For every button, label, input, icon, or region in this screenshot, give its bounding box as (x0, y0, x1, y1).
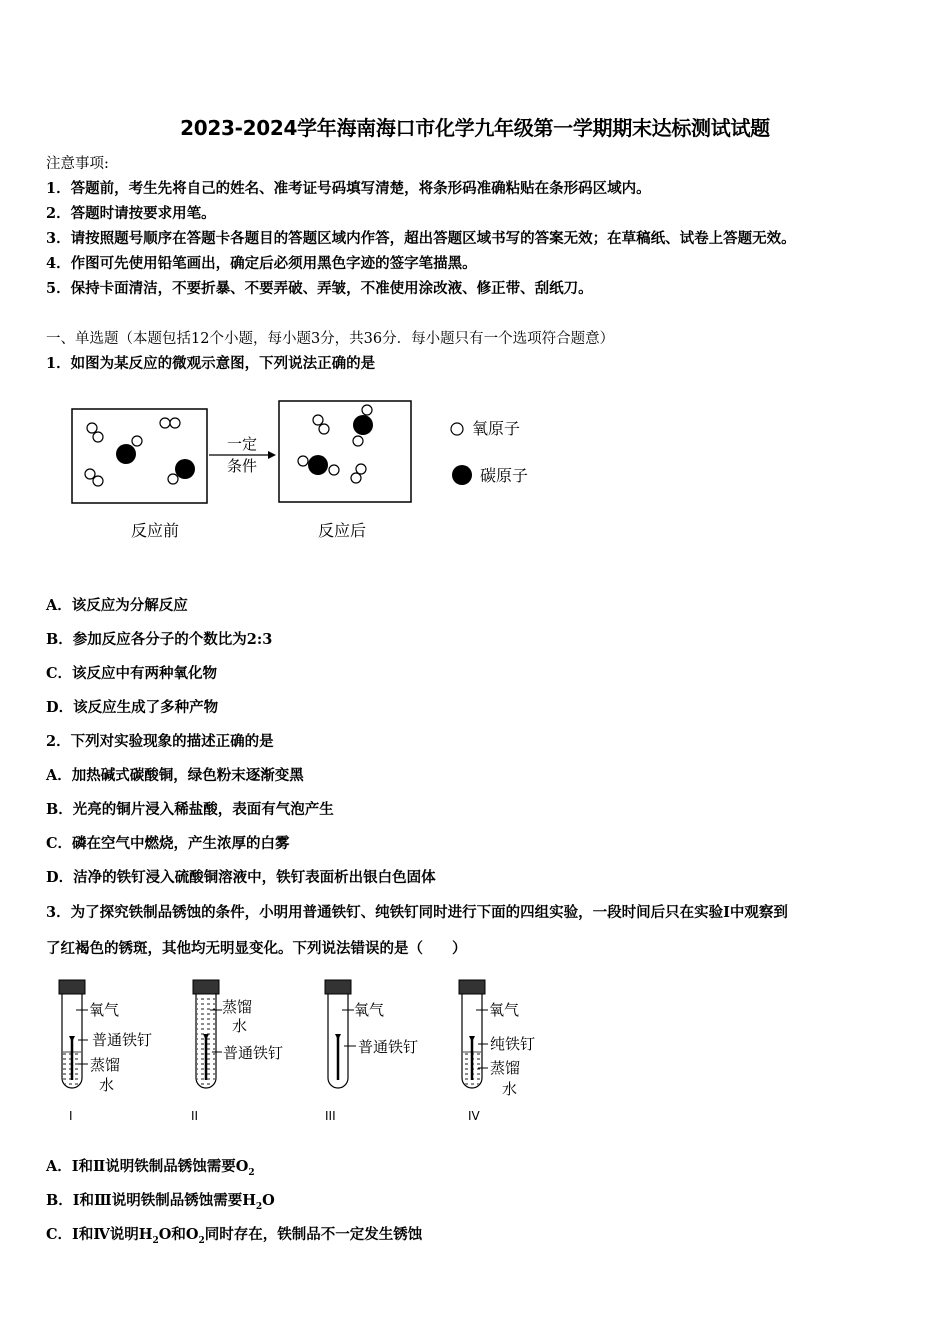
after-box (279, 401, 411, 502)
q1-option-b: B．参加反应各分子的个数比为2:3 (46, 631, 273, 648)
tube-3 (325, 980, 418, 1123)
tube-4-roman: IV (468, 1109, 480, 1123)
tube-2-label: 水 (232, 1017, 248, 1035)
notice-item: 2．答题时请按要求用笔。 (46, 205, 216, 222)
q2-option-c: C．磷在空气中燃烧，产生浓厚的白雾 (46, 835, 290, 852)
carbon-atom (353, 415, 373, 435)
q3-option-b: B．I和Ⅲ说明铁制品锈蚀需要$H_2O$ (46, 1192, 275, 1212)
question-2-stem: 2．下列对实验现象的描述正确的是 (46, 733, 274, 750)
legend-carbon: 碳原子 (480, 466, 529, 485)
tube-4-label: 蒸馏 (490, 1059, 521, 1077)
q1-option-c: C．该反应中有两种氧化物 (46, 665, 218, 682)
arrow-condition-bottom: 条件 (226, 457, 258, 475)
carbon-atom (175, 459, 195, 479)
tube-3-label: 普通铁钉 (358, 1038, 419, 1056)
tube-2-roman: II (191, 1109, 199, 1123)
tube-1-label: 普通铁钉 (92, 1031, 153, 1049)
tube-2-label: 普通铁钉 (223, 1044, 284, 1062)
tube-4 (459, 980, 535, 1123)
rust-experiment-diagram (50, 972, 570, 1132)
tube-1-roman: I (69, 1109, 73, 1123)
carbon-atom (308, 455, 328, 475)
tube-2-label: 蒸馏 (222, 998, 253, 1016)
tube-1-label: 水 (99, 1076, 115, 1094)
carbon-legend-icon (452, 465, 472, 485)
legend-oxygen: 氧原子 (472, 419, 521, 438)
q2-option-b: B．光亮的铜片浸入稀盐酸，表面有气泡产生 (46, 801, 334, 818)
notice-heading: 注意事项: (46, 156, 109, 172)
q3-option-a: A．I和Ⅱ说明铁制品锈蚀需要$O_2$ (46, 1158, 255, 1178)
question-1-stem: 1．如图为某反应的微观示意图，下列说法正确的是 (46, 355, 376, 372)
notice-item: 4．作图可先使用铅笔画出，确定后必须用黑色字迹的签字笔描黑。 (46, 255, 477, 272)
notice-item: 5．保持卡面清洁，不要折暴、不要弄破、弄皱，不准使用涂改液、修正带、刮纸刀。 (46, 280, 593, 297)
section-heading: 一、单选题（本题包括12个小题，每小题3分，共36分．每小题只有一个选项符合题意） (46, 331, 615, 347)
q2-option-d: D．洁净的铁钉浸入硫酸铜溶液中，铁钉表面析出银白色固体 (46, 869, 436, 886)
oxygen-legend-icon (451, 423, 463, 435)
after-label: 反应后 (317, 521, 367, 540)
reaction-diagram (60, 392, 560, 552)
tube-1-label: 蒸馏 (90, 1056, 121, 1074)
q1-option-d: D．该反应生成了多种产物 (46, 699, 219, 716)
tube-4-label: 氧气 (489, 1001, 520, 1019)
q3-option-c: C．I和Ⅳ说明$H_2O$和$O_2$同时存在，铁制品不一定发生锈蚀 (46, 1226, 423, 1246)
q2-option-a: A．加热碱式碳酸铜，绿色粉末逐渐变黑 (46, 767, 304, 784)
question-3-stem-line1: 3．为了探究铁制品锈蚀的条件，小明用普通铁钉、纯铁钉同时进行下面的四组实验，一段时间后只在实验Ⅰ中观察到 (46, 904, 788, 921)
question-3-stem-line2: 了红褐色的锈斑，其他均无明显变化。下列说法错误的是（ ） (46, 940, 467, 957)
tube-1 (59, 980, 152, 1123)
notice-item: 1．答题前，考生先将自己的姓名、准考证号码填写清楚，将条形码准确粘贴在条形码区域内。 (46, 180, 651, 197)
before-label: 反应前 (130, 521, 180, 540)
arrow-condition-top: 一定 (226, 435, 258, 453)
page-title: 2023-2024学年海南海口市化学九年级第一学期期末达标测试试题 (180, 116, 770, 140)
tube-4-label: 纯铁钉 (490, 1035, 536, 1053)
notice-item: 3．请按照题号顺序在答题卡各题目的答题区域内作答，超出答题区域书写的答案无效；在草稿纸、试卷上答题无效。 (46, 230, 796, 247)
q1-option-a: A．该反应为分解反应 (46, 597, 188, 614)
carbon-atom (116, 444, 136, 464)
tube-4-label: 水 (502, 1080, 518, 1098)
tube-1-label: 氧气 (89, 1001, 120, 1019)
tube-2 (191, 980, 283, 1123)
tube-3-roman: III (325, 1109, 336, 1123)
tube-3-label: 氧气 (354, 1001, 385, 1019)
